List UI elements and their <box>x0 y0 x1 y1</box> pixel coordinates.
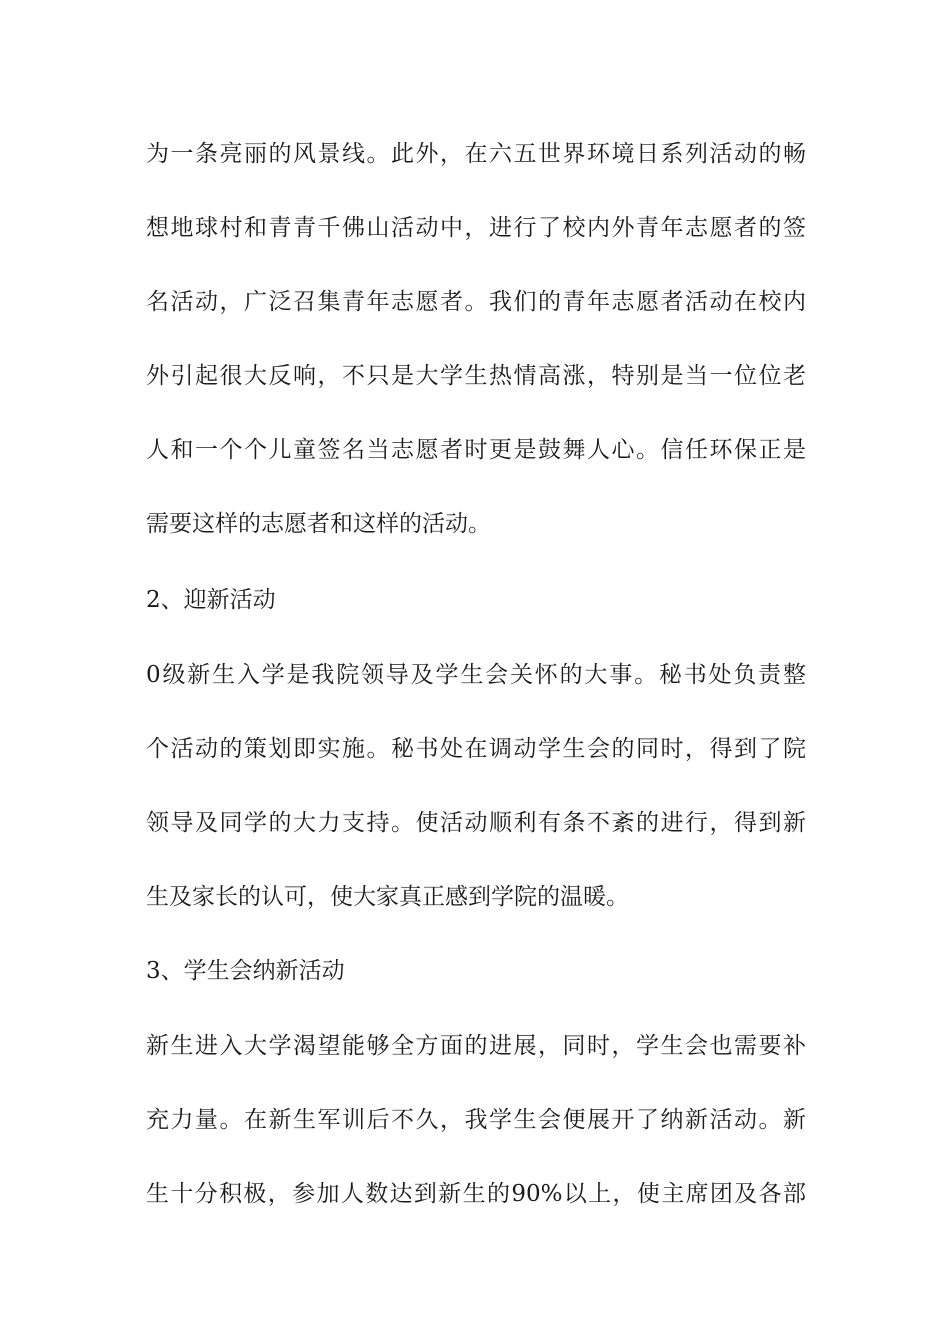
paragraph-line: 充力量。在新生军训后不久，我学生会便展开了纳新活动。新 <box>146 1107 806 1133</box>
paragraph-line: 0级新生入学是我院领导及学生会关怀的大事。秘书处负责整 <box>146 662 806 688</box>
paragraph-line: 新生进入大学渴望能够全方面的进展，同时，学生会也需要补 <box>146 1033 806 1059</box>
section-heading: 3、学生会纳新活动 <box>146 958 345 984</box>
paragraph-line: 生及家长的认可，使大家真正感到学院的温暖。 <box>146 884 629 910</box>
paragraph-line: 个活动的策划即实施。秘书处在调动学生会的同时，得到了院 <box>146 736 806 762</box>
paragraph-line: 生十分积极，参加人数达到新生的90%以上，使主席团及各部 <box>146 1181 806 1207</box>
paragraph-line: 为一条亮丽的风景线。此外，在六五世界环境日系列活动的畅 <box>146 141 806 167</box>
paragraph-line: 领导及同学的大力支持。使活动顺利有条不紊的进行，得到新 <box>146 810 806 836</box>
section-heading: 2、迎新活动 <box>146 587 276 613</box>
paragraph-line: 名活动，广泛召集青年志愿者。我们的青年志愿者活动在校内 <box>146 289 806 315</box>
paragraph-line: 需要这样的志愿者和这样的活动。 <box>146 511 491 537</box>
paragraph-line: 人和一个个儿童签名当志愿者时更是鼓舞人心。信任环保正是 <box>146 437 806 463</box>
paragraph-line: 想地球村和青青千佛山活动中，进行了校内外青年志愿者的签 <box>146 215 806 241</box>
paragraph-line: 外引起很大反响，不只是大学生热情高涨，特别是当一位位老 <box>146 363 806 389</box>
